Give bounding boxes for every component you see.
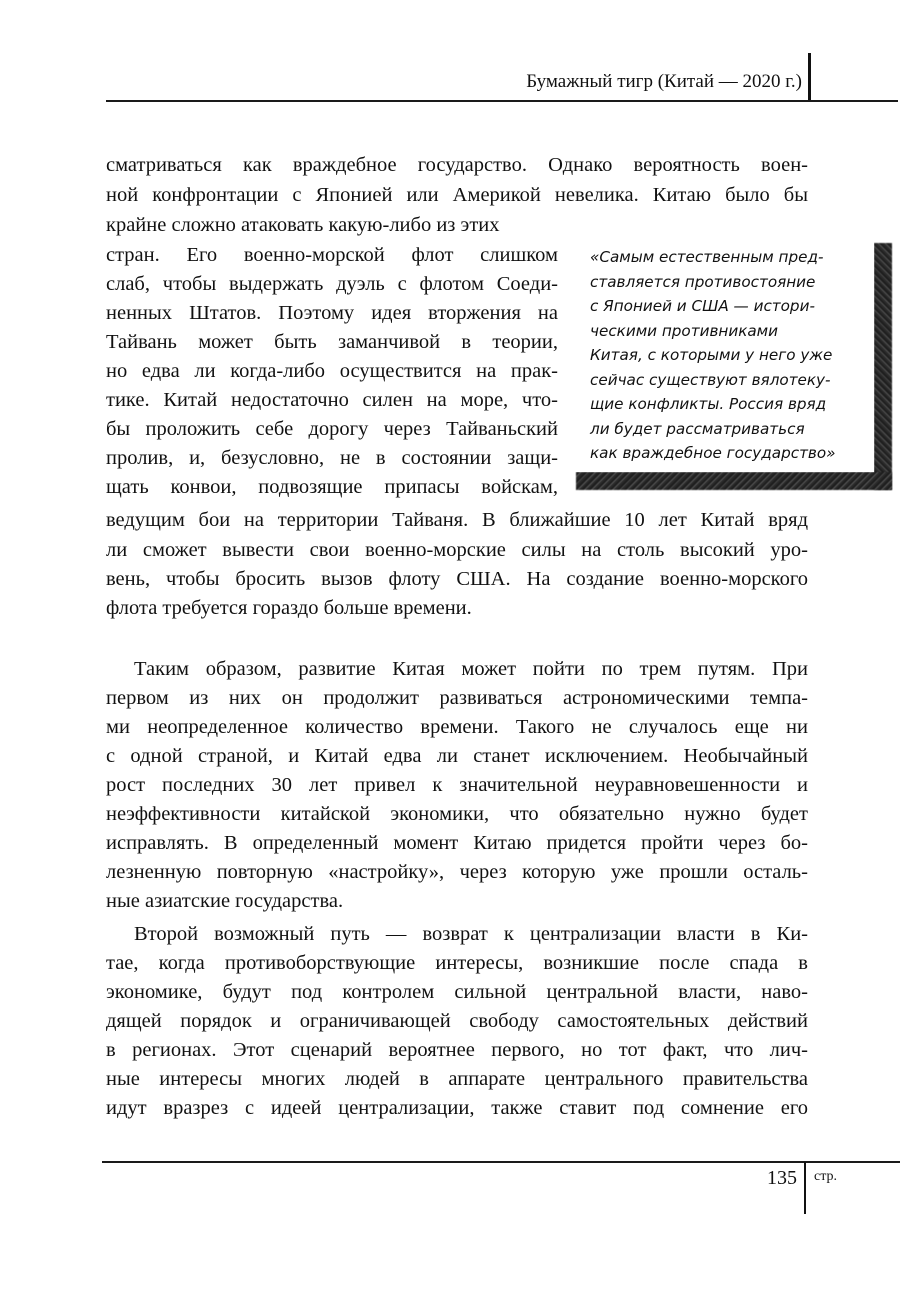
text-line: ненных Штатов. Поэтому идея вторжения на — [106, 302, 558, 324]
text-line: ные азиатские государства. — [106, 890, 344, 912]
header-rule — [106, 100, 898, 102]
pull-quote-line: с Японией и США — истори- — [590, 297, 815, 315]
text-line: ные интересы многих людей в аппарате центрального правительства — [106, 1068, 808, 1090]
text-line: ли сможет вывести свои военно-морские силы на столь высокий уро- — [106, 539, 808, 561]
text-line: крайне сложно атаковать какую-либо из этих — [106, 214, 500, 236]
text-line: с одной страной, и Китай едва ли станет исключением. Необычайный — [106, 745, 808, 767]
text-line: исправлять. В определенный момент Китаю придется пройти через бо- — [106, 832, 808, 854]
text-line: первом из них он продолжит развиваться астрономическими темпа- — [106, 687, 808, 709]
pull-quote-line: «Самым естественным пред- — [590, 248, 824, 266]
text-line: тае, когда противоборствующие интересы, возникшие после спада в — [106, 952, 808, 974]
text-line: сматриваться как враждебное государство. Однако вероятность воен- — [106, 154, 808, 176]
text-line: но едва ли когда-либо осуществится на прак- — [106, 360, 558, 382]
pull-quote-line: ческими противниками — [590, 321, 779, 340]
pull-quote-text — [590, 245, 860, 466]
text-line: рост последних 30 лет привел к значительной неуравновешенности и — [106, 774, 808, 796]
text-line: бы проложить себе дорогу через Тайваньский — [106, 418, 558, 440]
text-line: Тайвань может быть заманчивой в теории, — [106, 331, 558, 353]
text-line: лезненную повторную «настройку», через которую уже прошли осталь- — [106, 861, 808, 883]
running-header-title: Бумажный тигр (Китай — 2020 г.) — [526, 71, 802, 92]
text-line: идут вразрез с идеей централизации, также ставит под сомнение его — [106, 1097, 808, 1119]
text-line: ной конфронтации с Японией или Америкой невелика. Китаю было бы — [106, 184, 808, 206]
pull-quote-shadow-right — [874, 243, 892, 490]
text-line: пролив, и, безусловно, не в состоянии защи- — [106, 447, 558, 469]
pull-quote-line: щие конфликты. Россия вряд — [590, 395, 827, 413]
text-line: флота требуется гораздо больше времени. — [106, 597, 472, 619]
pull-quote-line: ставляется противостояние — [590, 272, 816, 291]
pull-quote-line: как враждебное государство» — [590, 444, 836, 462]
pull-quote-line: сейчас существуют вялотеку- — [590, 370, 831, 389]
pull-quote-line: Китая, с которыми у него уже — [590, 346, 833, 364]
pull-quote-line: ли будет рассматриваться — [590, 419, 805, 438]
text-line: экономике, будут под контролем сильной центральной власти, наво- — [106, 981, 808, 1003]
text-line: Таким образом, развитие Китая может пойти по трем путям. При — [134, 658, 808, 680]
pull-quote-shadow-bottom — [576, 472, 892, 490]
text-line: стран. Его военно-морской флот слишком — [106, 244, 558, 266]
text-line: щать конвои, подвозящие припасы войскам, — [106, 476, 558, 498]
text-line: в регионах. Этот сценарий вероятнее первого, но тот факт, что лич- — [106, 1039, 808, 1061]
text-line: тике. Китай недостаточно силен на море, что- — [106, 389, 558, 411]
text-line: неэффективности китайской экономики, что обязательно нужно будет — [106, 803, 808, 825]
text-line: ми неопределенное количество времени. Такого не случалось еще ни — [106, 716, 808, 738]
text-line: дящей порядок и ограничивающей свободу самостоятельных действий — [106, 1010, 808, 1032]
text-line: ведущим бои на территории Тайваня. В ближайшие 10 лет Китай вряд — [106, 509, 808, 531]
header-divider — [808, 53, 811, 102]
page-number: 135 — [767, 1167, 797, 1189]
page-label: стр. — [814, 1169, 838, 1184]
text-line: слаб, чтобы выдержать дуэль с флотом Соеди- — [106, 273, 558, 295]
footer-divider — [804, 1162, 806, 1214]
text-line: Второй возможный путь — возврат к централизации власти в Ки- — [134, 923, 808, 945]
footer-rule — [102, 1161, 900, 1163]
text-line: вень, чтобы бросить вызов флоту США. На создание военно-морского — [106, 568, 808, 590]
